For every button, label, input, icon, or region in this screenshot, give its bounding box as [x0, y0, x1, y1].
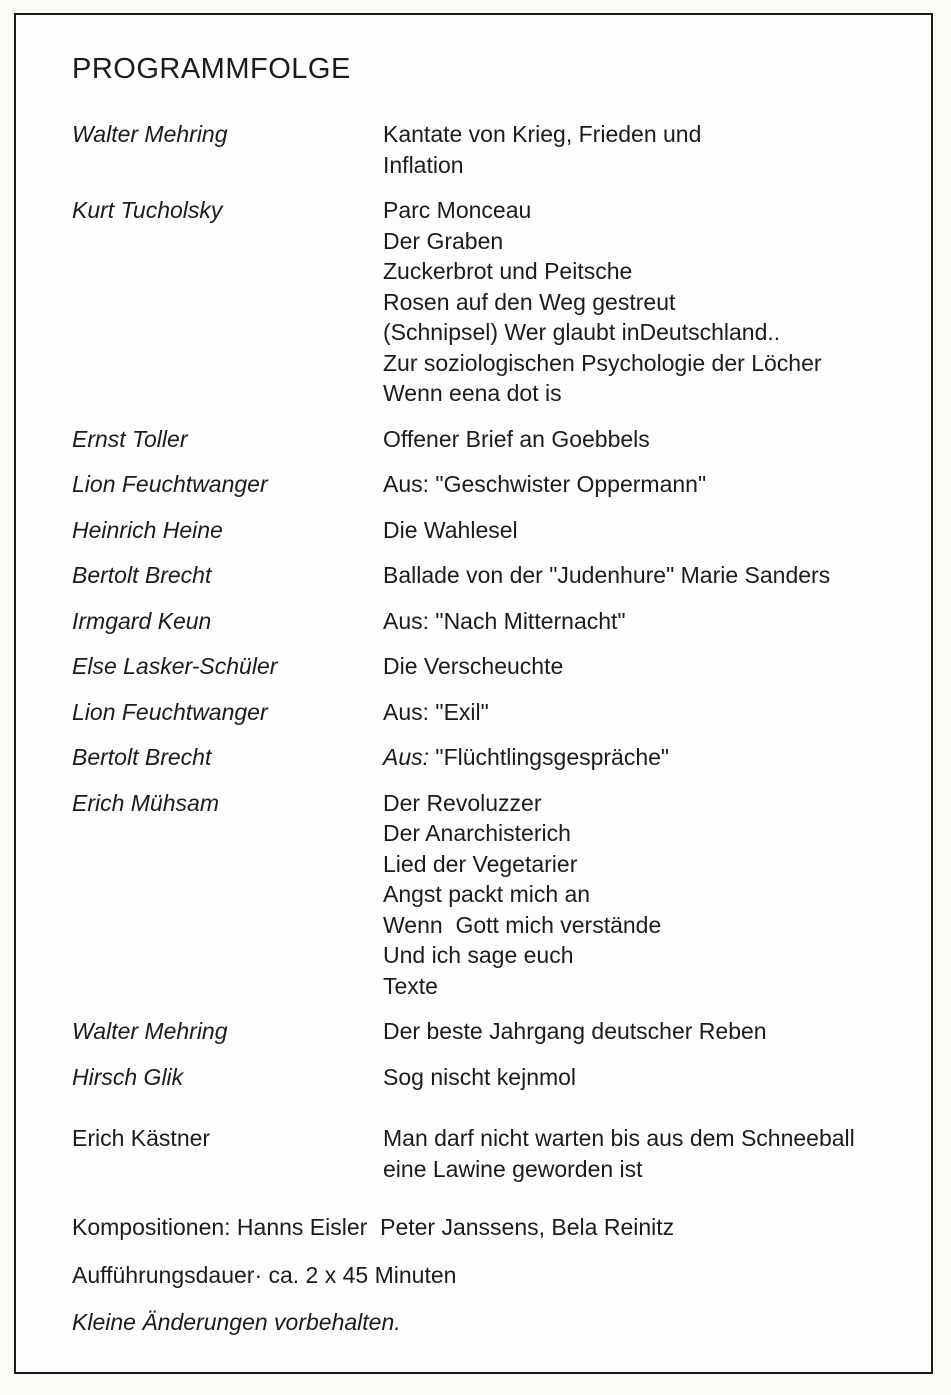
work-list — [383, 651, 893, 682]
work-title: Man darf nicht warten bis aus dem Schneeball — [383, 1125, 855, 1151]
work-title: eine Lawine geworden ist — [383, 1155, 643, 1182]
page-title: PROGRAMMFOLGE — [72, 53, 351, 85]
program-row — [72, 697, 893, 728]
work-title-prefix: Aus: — [383, 744, 430, 770]
program-row — [72, 560, 893, 591]
program-row — [72, 1062, 893, 1093]
work-title: Zuckerbrot und Peitsche — [383, 258, 633, 284]
work-list — [383, 1062, 893, 1093]
program-row — [72, 742, 893, 773]
author-name: Walter Mehring — [72, 121, 228, 147]
program-row — [72, 788, 893, 1002]
program-row — [72, 1016, 893, 1047]
work-list — [383, 606, 893, 637]
work-title: Angst packt mich an — [383, 881, 591, 907]
author-name: Kurt Tucholsky — [72, 197, 223, 223]
footer-changes-note: Kleine Änderungen vorbehalten. — [72, 1309, 401, 1335]
author-name: Erich Mühsam — [72, 789, 219, 816]
work-list — [383, 424, 893, 455]
work-list — [383, 515, 893, 546]
work-title: Zur soziologischen Psychologie der Löcher — [383, 349, 822, 376]
work-title: Rosen auf den Weg gestreut — [383, 288, 676, 315]
author-name: Heinrich Heine — [72, 516, 223, 543]
author-name: Hirsch Glik — [72, 1063, 184, 1090]
author-name: Irmgard Keun — [72, 607, 212, 634]
program-row — [72, 1123, 893, 1184]
work-title: Lied der Vegetarier — [383, 850, 578, 877]
author-name: Bertolt Brecht — [72, 744, 212, 770]
work-title: Sog nischt kejnmol — [383, 1063, 577, 1090]
work-title: Ballade von der "Judenhure" Marie Sanders — [383, 562, 831, 588]
program-listing — [72, 119, 893, 1184]
work-title: Und ich sage euch — [383, 942, 574, 968]
footer-compositions: Kompositionen: Hanns Eisler Peter Janssens, Bela Reinitz — [72, 1214, 675, 1240]
program-row — [72, 424, 893, 455]
author-name: Erich Kästner — [72, 1125, 211, 1151]
author-name: Else Lasker-Schüler — [72, 653, 278, 679]
work-title: Der beste Jahrgang deutscher Reben — [383, 1018, 767, 1044]
program-row — [72, 515, 893, 546]
work-list — [383, 560, 893, 591]
author-name: Walter Mehring — [72, 1018, 228, 1044]
work-list — [383, 469, 893, 500]
work-title: Offener Brief an Goebbels — [383, 425, 650, 452]
work-list — [383, 1123, 893, 1184]
work-title: Wenn Gott mich verstände — [383, 911, 662, 938]
author-name: Ernst Toller — [72, 425, 188, 452]
program-row — [72, 651, 893, 682]
work-list — [383, 119, 893, 180]
work-list — [383, 195, 893, 409]
work-title: Aus: "Exil" — [383, 698, 489, 725]
work-title: Die Verscheuchte — [383, 653, 564, 679]
work-title: (Schnipsel) Wer glaubt inDeutschland.. — [383, 319, 781, 345]
work-title: Parc Monceau — [383, 197, 532, 223]
work-title: Aus: "Nach Mitternacht" — [383, 607, 626, 634]
work-title: Die Wahlesel — [383, 516, 518, 543]
work-title: Der Revoluzzer — [383, 789, 542, 816]
author-name: Bertolt Brecht — [72, 562, 212, 588]
program-row — [72, 606, 893, 637]
work-title: Der Anarchisterich — [383, 820, 571, 846]
program-row — [72, 119, 893, 180]
work-list — [383, 742, 893, 773]
work-list — [383, 697, 893, 728]
page-footer — [72, 1212, 893, 1338]
page-content — [14, 13, 933, 1355]
author-name: Lion Feuchtwanger — [72, 698, 268, 725]
footer-duration: Aufführungsdauer· ca. 2 x 45 Minuten — [72, 1261, 457, 1288]
work-title: Texte — [383, 972, 438, 999]
author-name: Lion Feuchtwanger — [72, 471, 268, 497]
work-title: Inflation — [383, 151, 464, 178]
work-title: Wenn eena dot is — [383, 380, 562, 406]
work-list — [383, 788, 893, 1002]
work-title: Aus: "Geschwister Oppermann" — [383, 471, 707, 497]
work-list — [383, 1016, 893, 1047]
work-title: Aus: "Flüchtlingsgespräche" — [383, 744, 670, 770]
work-title: Der Graben — [383, 227, 504, 254]
work-title: Kantate von Krieg, Frieden und — [383, 121, 702, 147]
program-row — [72, 469, 893, 500]
program-row — [72, 195, 893, 409]
